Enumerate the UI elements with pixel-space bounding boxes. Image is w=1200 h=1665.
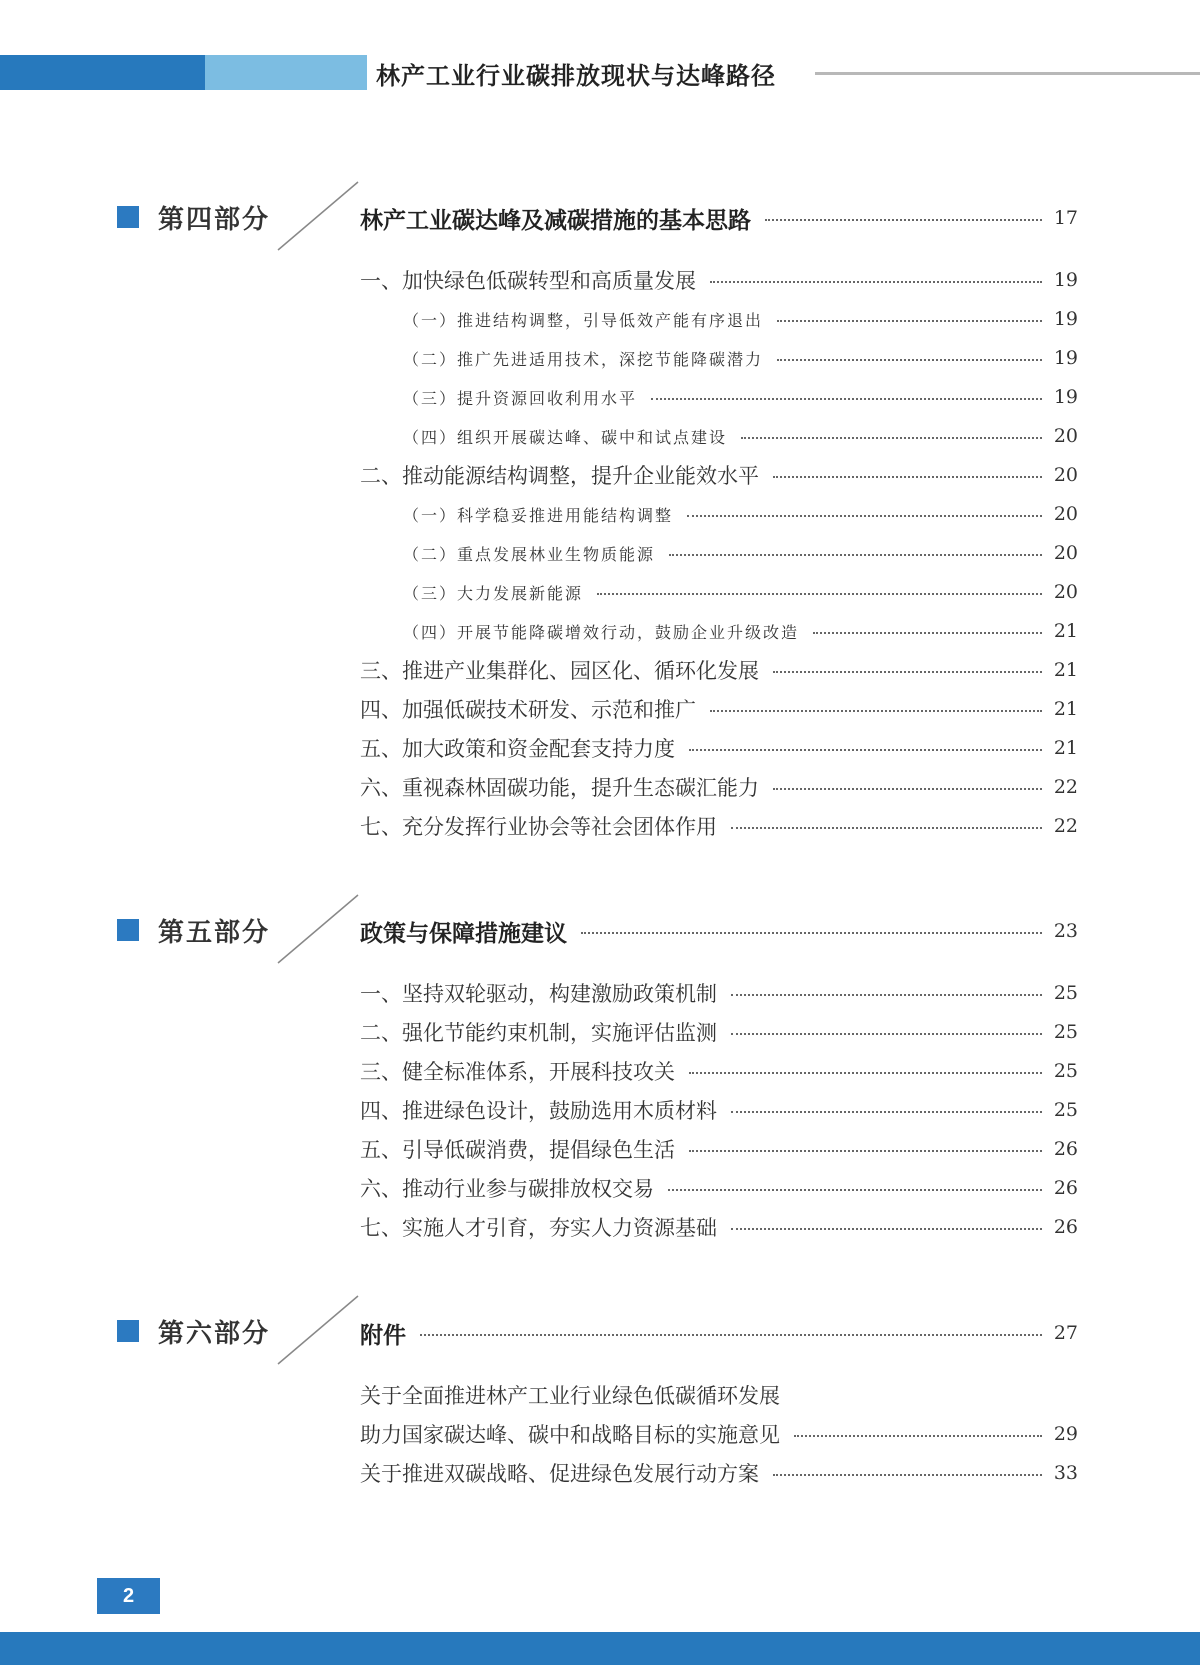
toc-page-number: 26 xyxy=(1053,1138,1078,1160)
part-marker-square xyxy=(117,919,139,941)
toc-leader-dots xyxy=(777,359,1042,361)
toc-entry[interactable] xyxy=(360,1095,1078,1125)
toc-entry-text: 七、充分发挥行业协会等社会团体作用 xyxy=(360,815,717,839)
toc-entry-text: 三、健全标准体系，开展科技攻关 xyxy=(360,1060,675,1084)
toc-leader-dots xyxy=(689,749,1042,751)
toc-entry-text: 四、加强低碳技术研发、示范和推广 xyxy=(360,698,696,722)
toc-page-number: 21 xyxy=(1053,659,1078,681)
toc-entry[interactable] xyxy=(360,1134,1078,1164)
toc-entry-text: （二）推广先进适用技术，深挖节能降碳潜力 xyxy=(403,349,764,369)
toc-leader-dots xyxy=(765,219,1042,221)
toc-entry-text: 一、加快绿色低碳转型和高质量发展 xyxy=(360,269,696,293)
toc-entry[interactable] xyxy=(360,1173,1078,1203)
toc-entry-text: （四）开展节能降碳增效行动，鼓励企业升级改造 xyxy=(403,622,800,642)
toc-leader-dots xyxy=(689,1072,1042,1074)
toc-page-number: 25 xyxy=(1053,982,1078,1004)
toc-leader-dots xyxy=(651,398,1042,400)
toc-page-number: 33 xyxy=(1053,1462,1078,1484)
page-number-badge: 2 xyxy=(97,1578,160,1614)
toc-subentry[interactable] xyxy=(403,499,1078,529)
toc-entry-text: 七、实施人才引育，夯实人力资源基础 xyxy=(360,1216,717,1240)
footer-bar xyxy=(0,1632,1200,1665)
toc-leader-dots xyxy=(581,932,1042,934)
toc-page-number: 21 xyxy=(1053,737,1078,759)
header-bar-dark xyxy=(0,55,205,90)
part-marker-square xyxy=(117,1320,139,1342)
toc-entry[interactable] xyxy=(360,1212,1078,1242)
toc-page-number: 19 xyxy=(1053,308,1078,330)
toc-entry-text: 关于推进双碳战略、促进绿色发展行动方案 xyxy=(360,1462,759,1486)
header-rule xyxy=(815,72,1200,75)
toc-entry[interactable] xyxy=(360,1056,1078,1086)
toc-leader-dots xyxy=(689,1150,1042,1152)
toc-entry-text: 一、坚持双轮驱动，构建激励政策机制 xyxy=(360,982,717,1006)
toc-entry-text: （一）科学稳妥推进用能结构调整 xyxy=(403,505,674,525)
toc-page-number: 20 xyxy=(1053,464,1078,486)
header-bar-light xyxy=(205,55,367,90)
toc-entry-text: 五、引导低碳消费，提倡绿色生活 xyxy=(360,1138,675,1162)
toc-leader-dots xyxy=(777,320,1042,322)
toc-leader-dots xyxy=(420,1334,1042,1336)
toc-entry-text: （一）推进结构调整，引导低效产能有序退出 xyxy=(403,310,764,330)
toc-entry-text: 二、推动能源结构调整，提升企业能效水平 xyxy=(360,464,759,488)
toc-page-number: 20 xyxy=(1053,542,1078,564)
toc-entry[interactable] xyxy=(360,460,1078,490)
toc-part-heading[interactable] xyxy=(360,1318,1078,1348)
toc-entry-text: （二）重点发展林业生物质能源 xyxy=(403,544,656,564)
toc-entry[interactable] xyxy=(360,1419,1078,1449)
toc-page-number: 27 xyxy=(1053,1322,1078,1344)
toc-page-number: 19 xyxy=(1053,347,1078,369)
toc-leader-dots xyxy=(794,1435,1042,1437)
toc-page-number: 25 xyxy=(1053,1060,1078,1082)
toc-page-number: 19 xyxy=(1053,386,1078,408)
toc-page-number: 25 xyxy=(1053,1021,1078,1043)
toc-page-number: 20 xyxy=(1053,425,1078,447)
toc-entry[interactable] xyxy=(360,655,1078,685)
toc-entry[interactable] xyxy=(360,694,1078,724)
part-divider-slash xyxy=(276,180,360,252)
toc-subentry[interactable] xyxy=(403,382,1078,412)
toc-entry-line[interactable] xyxy=(360,1380,1078,1410)
toc-page-number: 25 xyxy=(1053,1099,1078,1121)
toc-subentry[interactable] xyxy=(403,616,1078,646)
toc-part-heading[interactable] xyxy=(360,203,1078,233)
toc-leader-dots xyxy=(731,827,1042,829)
toc-leader-dots xyxy=(773,476,1042,478)
toc-heading-text: 附件 xyxy=(360,1321,406,1349)
toc-entry-text: （四）组织开展碳达峰、碳中和试点建设 xyxy=(403,427,728,447)
toc-leader-dots xyxy=(773,671,1042,673)
toc-entry-text: 关于全面推进林产工业行业绿色低碳循环发展 xyxy=(360,1384,780,1408)
toc-subentry[interactable] xyxy=(403,577,1078,607)
part-marker-square xyxy=(117,206,139,228)
toc-page-number: 26 xyxy=(1053,1216,1078,1238)
toc-entry[interactable] xyxy=(360,1458,1078,1488)
toc-entry-text: 三、推进产业集群化、园区化、循环化发展 xyxy=(360,659,759,683)
toc-leader-dots xyxy=(687,515,1042,517)
part-label: 第五部分 xyxy=(158,918,271,948)
toc-page-number: 21 xyxy=(1053,698,1078,720)
toc-entry-text: 五、加大政策和资金配套支持力度 xyxy=(360,737,675,761)
toc-page-number: 22 xyxy=(1053,815,1078,837)
toc-page-number: 26 xyxy=(1053,1177,1078,1199)
toc-leader-dots xyxy=(773,1474,1042,1476)
toc-entry[interactable] xyxy=(360,733,1078,763)
toc-leader-dots xyxy=(669,554,1042,556)
toc-heading-text: 政策与保障措施建议 xyxy=(360,919,567,947)
toc-subentry[interactable] xyxy=(403,304,1078,334)
part-label: 第四部分 xyxy=(158,205,271,235)
toc-subentry[interactable] xyxy=(403,538,1078,568)
toc-heading-text: 林产工业碳达峰及减碳措施的基本思路 xyxy=(360,206,751,234)
part-divider-slash xyxy=(276,1294,360,1366)
toc-entry-text: （三）提升资源回收利用水平 xyxy=(403,388,638,408)
part-label: 第六部分 xyxy=(158,1319,271,1349)
toc-entry-text: 六、重视森林固碳功能，提升生态碳汇能力 xyxy=(360,776,759,800)
toc-entry[interactable] xyxy=(360,978,1078,1008)
toc-page-number: 21 xyxy=(1053,620,1078,642)
toc-entry[interactable] xyxy=(360,811,1078,841)
toc-page-number: 29 xyxy=(1053,1423,1078,1445)
toc-leader-dots xyxy=(773,788,1042,790)
toc-leader-dots xyxy=(710,281,1042,283)
toc-entry[interactable] xyxy=(360,1017,1078,1047)
toc-page-number: 22 xyxy=(1053,776,1078,798)
toc-page-number: 23 xyxy=(1053,920,1078,942)
toc-entry-text: （三）大力发展新能源 xyxy=(403,583,584,603)
toc-leader-dots xyxy=(731,1228,1042,1230)
toc-entry-text: 助力国家碳达峰、碳中和战略目标的实施意见 xyxy=(360,1423,780,1447)
toc-entry[interactable] xyxy=(360,772,1078,802)
toc-leader-dots xyxy=(668,1189,1042,1191)
toc-leader-dots xyxy=(597,593,1042,595)
book-title: 林产工业行业碳排放现状与达峰路径 xyxy=(376,61,776,90)
toc-leader-dots xyxy=(813,632,1042,634)
toc-page-number: 20 xyxy=(1053,503,1078,525)
toc-page-number: 19 xyxy=(1053,269,1078,291)
toc-subentry[interactable] xyxy=(403,421,1078,451)
toc-leader-dots xyxy=(710,710,1042,712)
part-divider-slash xyxy=(276,893,360,965)
toc-leader-dots xyxy=(731,994,1042,996)
toc-subentry[interactable] xyxy=(403,343,1078,373)
toc-entry-text: 四、推进绿色设计，鼓励选用木质材料 xyxy=(360,1099,717,1123)
toc-leader-dots xyxy=(731,1111,1042,1113)
toc-entry[interactable] xyxy=(360,265,1078,295)
toc-entry-text: 二、强化节能约束机制，实施评估监测 xyxy=(360,1021,717,1045)
toc-entry-text: 六、推动行业参与碳排放权交易 xyxy=(360,1177,654,1201)
toc-part-heading[interactable] xyxy=(360,916,1078,946)
toc-page-number: 17 xyxy=(1053,207,1078,229)
toc-page-number: 20 xyxy=(1053,581,1078,603)
toc-leader-dots xyxy=(731,1033,1042,1035)
toc-leader-dots xyxy=(741,437,1042,439)
